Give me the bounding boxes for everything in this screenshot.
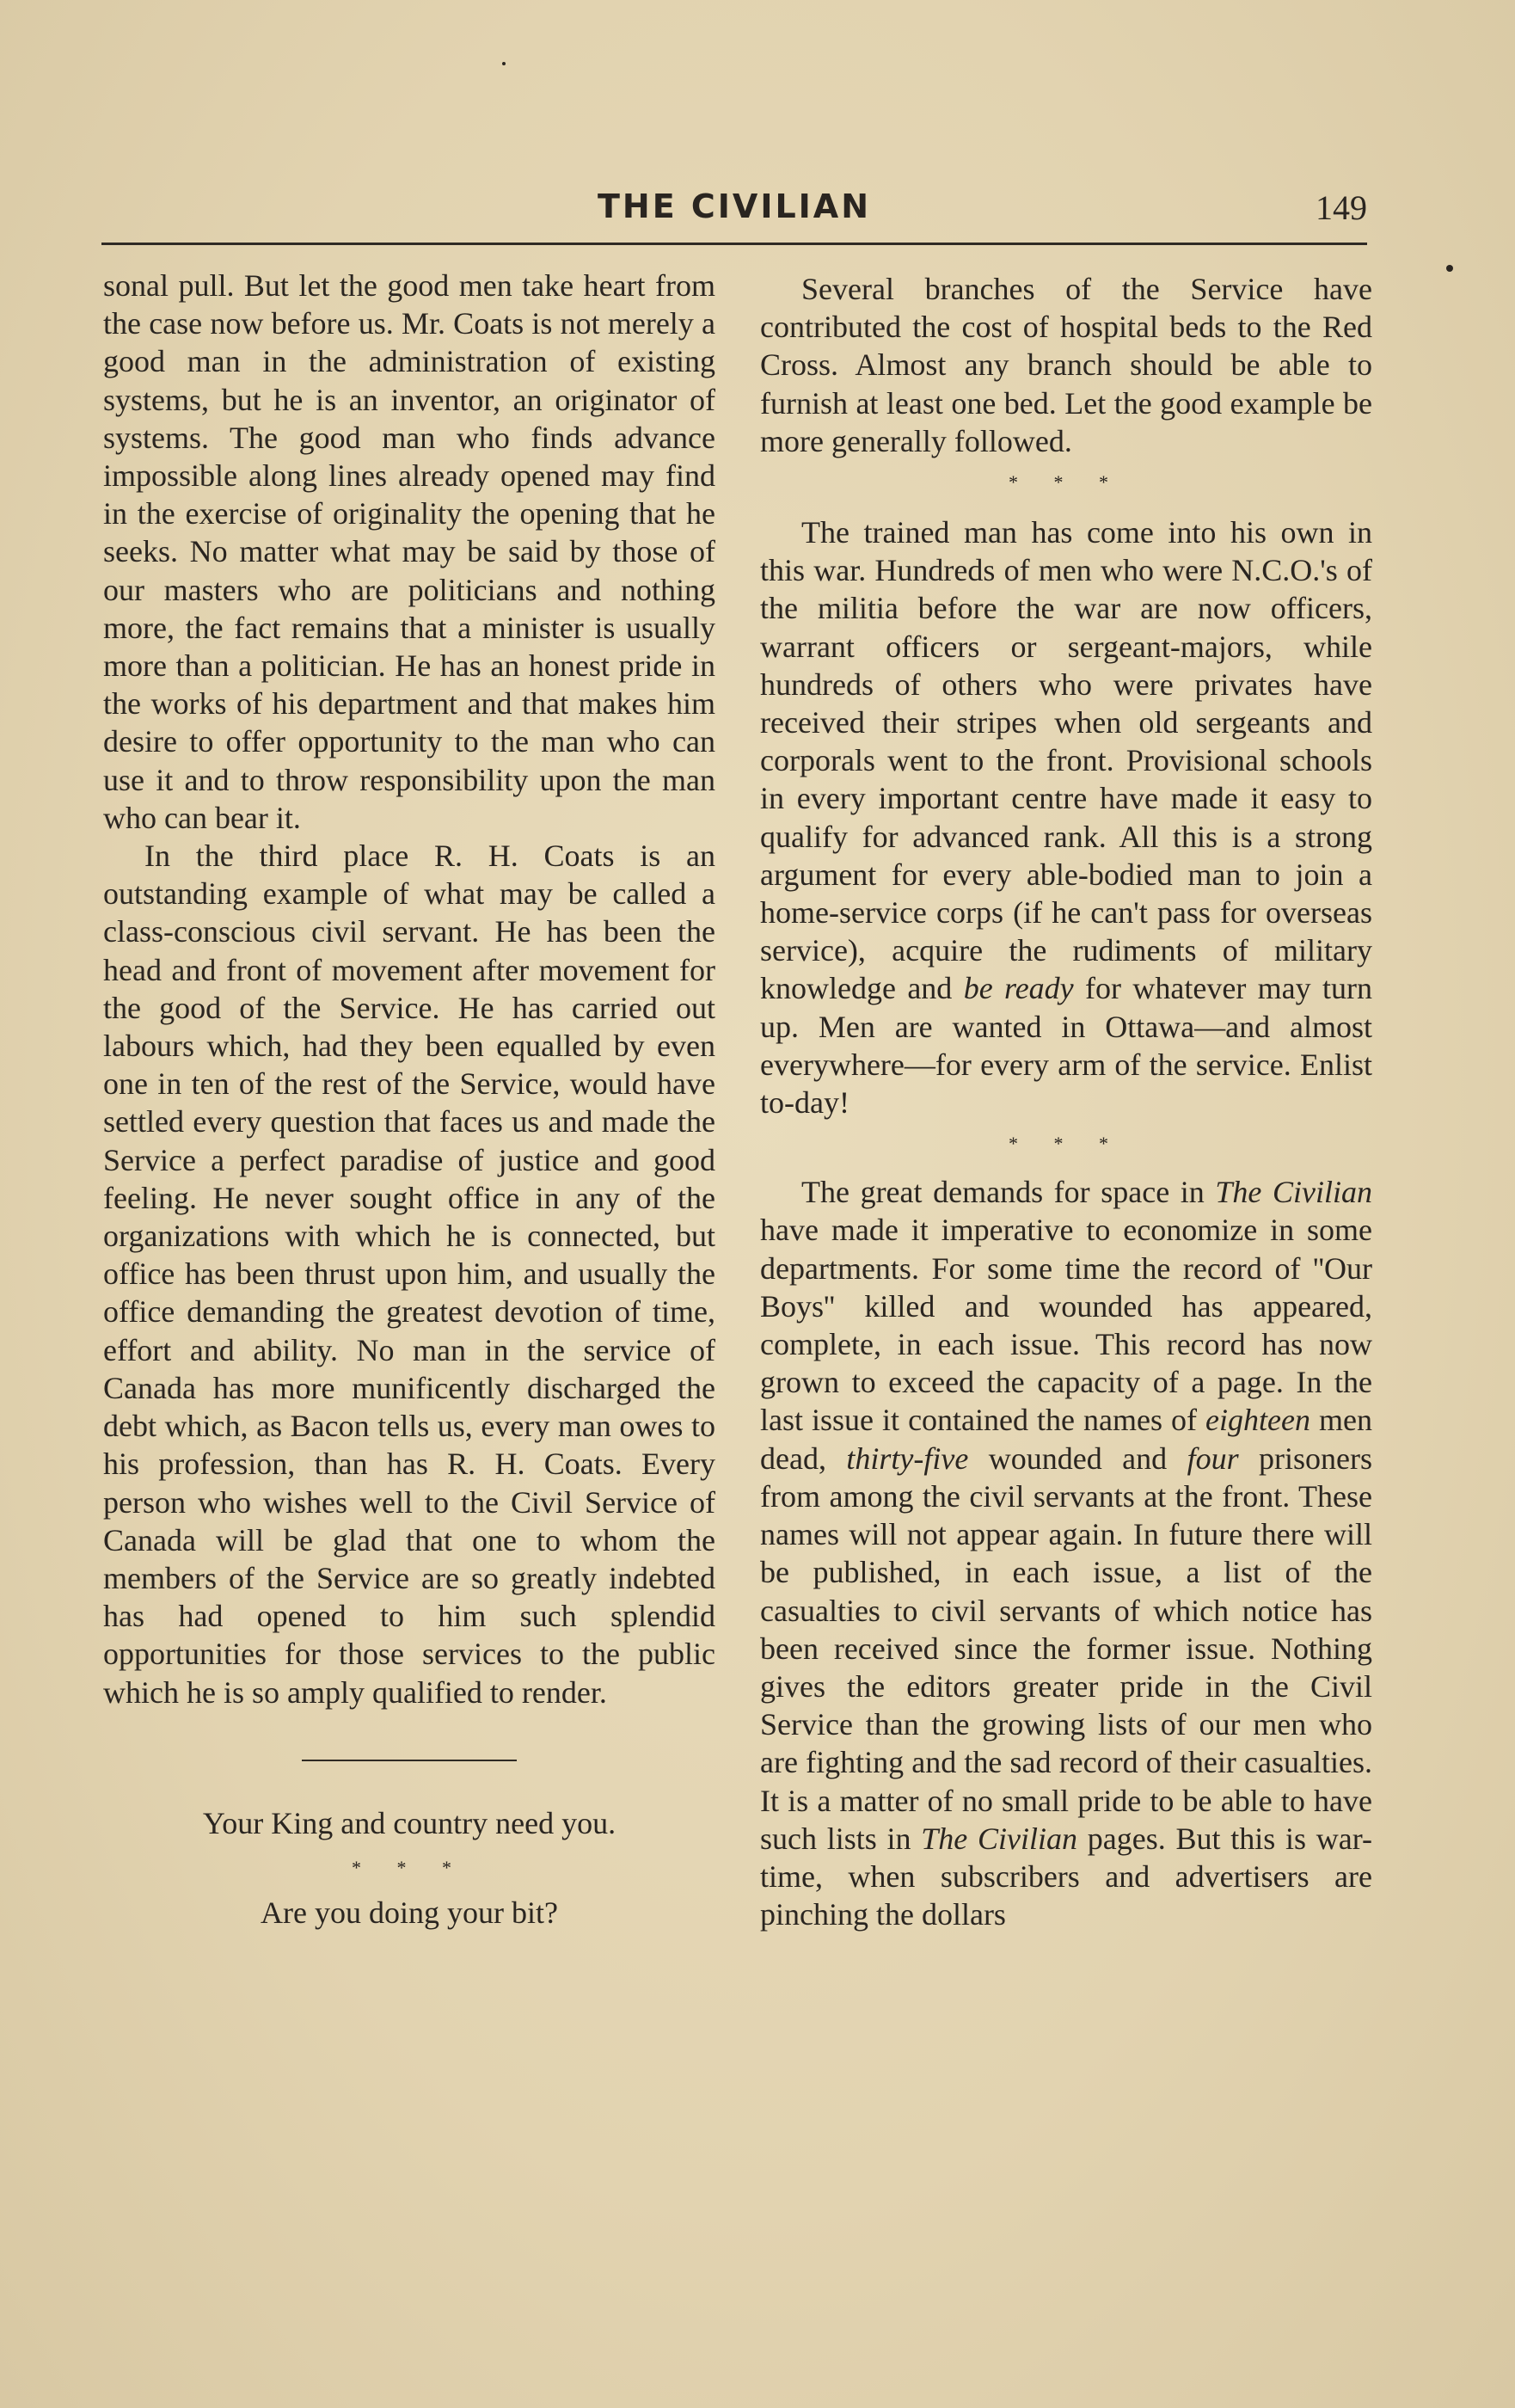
page-number: 149 bbox=[1316, 188, 1367, 227]
emphasis-text: The Civilian bbox=[921, 1821, 1078, 1856]
ink-speck bbox=[1446, 265, 1453, 272]
running-title: THE CIVILIAN bbox=[597, 187, 872, 225]
right-paragraph-trained-man bbox=[760, 513, 1372, 1121]
asterism-separator: * * * bbox=[352, 1856, 467, 1878]
slogan-king-country: Your King and country need you. bbox=[202, 1805, 616, 1840]
asterism-separator: * * * bbox=[1009, 1133, 1124, 1155]
emphasis-text: eighteen bbox=[1205, 1403, 1310, 1438]
asterism-separator: * * * bbox=[1009, 471, 1124, 494]
text-run: have made it imperative to economize in some departments. For some time the record of ''Our Boys'' killed and wounded has appeared, complete, in each issue. This record has now grown to exceed the capacity of a page. In the last issue it contained the names of bbox=[760, 1213, 1372, 1438]
emphasis-text: The Civilian bbox=[1215, 1175, 1373, 1210]
left-paragraph-1: sonal pull. But let the good men take heart from the case now before us. Mr. Coats is not merely a good man in the administration of existing systems, but he is an inventor, an originator of systems. The good man who finds advance impossible along lines already opened may find in the exercise of originality the opening that he seeks. No matter what may be said by those of our masters who are politicians and nothing more, the fact remains that a minister is usually more than a politician. He has an honest pride in the works of his department and that makes him desire to offer opportunity to the man who can use it and to throw responsibility upon the man who can bear it. bbox=[103, 268, 715, 835]
text-run: pages. But this is war-time, when subscribers and advertisers are pinching the dollars bbox=[760, 1821, 1372, 1932]
header-rule bbox=[101, 243, 1367, 245]
right-paragraph-red-cross: Several branches of the Service have contributed the cost of hospital beds to the Red Cross. Almost any branch should be able to furnish at least one bed. Let the good example be more generally followed. bbox=[760, 272, 1372, 458]
emphasis-text: thirty-five bbox=[846, 1440, 969, 1476]
emphasis-text: four bbox=[1187, 1440, 1239, 1476]
right-column bbox=[760, 270, 1372, 1933]
emphasis-text: be ready bbox=[963, 971, 1074, 1006]
section-divider bbox=[302, 1760, 517, 1761]
text-run: for whatever may turn up. Men are wanted in Ottawa—and almost everywhere—for every arm of the service. Enlist to-day! bbox=[760, 971, 1373, 1121]
ink-speck bbox=[502, 62, 506, 65]
left-column bbox=[103, 267, 715, 1932]
text-run: prisoners from among the civil servants at the front. These names will not appear again. In future there will be published, in each issue, a list of the casualties to civil servants of which notice has been received since the former issue. Nothing gives the editors greater pride in the Civil Service than the growing lists of our men who are fighting and the sad record of their casualties. It is a matter of no small pride to be able to have such lists in bbox=[760, 1440, 1372, 1856]
page-header bbox=[101, 182, 1367, 234]
slogan-doing-your-bit: Are you doing your bit? bbox=[261, 1895, 558, 1930]
right-paragraph-space-demands bbox=[760, 1173, 1372, 1933]
text-run: The trained man has come into his own in this war. Hundreds of men who were N.C.O.'s of the militia before the war are now officers, warrant officers or sergeant-majors, while hundreds of others who were privates have received their stripes when old sergeants and corporals went to the front. Provisional schools in every important centre have made it easy to qualify for advanced rank. All this is a strong argument for every able-bodied man to join a home-service corps (if he can't pass for overseas service), acquire the rudiments of military knowledge and bbox=[760, 515, 1372, 1006]
left-paragraph-2: In the third place R. H. Coats is an outstanding example of what may be called a class-conscious civil servant. He has been the head and front of movement after movement for the good of the Service. He has carried out labours which, had they been equalled by even one in ten of the rest of the Service, would have settled every question that faces us and made the Service a perfect paradise of justice and good feeling. He never sought office in any of the organizations with which he is connected, but office has been thrust upon him, and usually the office demanding the greatest devotion of time, effort and ability. No man in the service of Canada has more munificently discharged the debt which, as Bacon tells us, every man owes to his profession, than has R. H. Coats. Every person who wishes well to the Civil Service of Canada will be glad that one to whom the members of the Service are so greatly indebted has had opened to him such splendid opportunities for those services to the public which he is so amply qualified to render. bbox=[103, 838, 715, 1710]
text-run: wounded and bbox=[968, 1440, 1187, 1476]
text-run: The great demands for space in bbox=[801, 1175, 1216, 1210]
text-run: men dead, bbox=[760, 1403, 1373, 1476]
